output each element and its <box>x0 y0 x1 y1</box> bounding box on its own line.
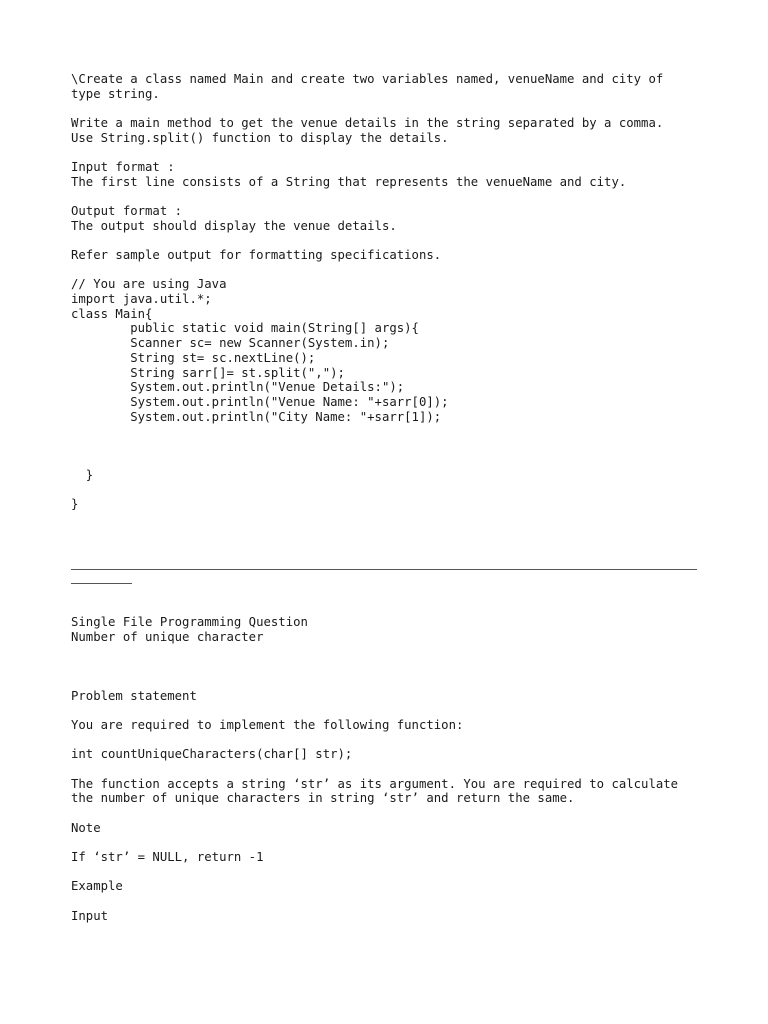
q2-question-title: Number of unique character <box>71 630 264 644</box>
code-line: System.out.println("Venue Details:"); <box>71 380 405 394</box>
q1-output-format-text: The output should display the venue details. <box>71 219 397 233</box>
q1-intro-line-1: \Create a class named Main and create two variables named, venueName and city of <box>71 72 664 86</box>
q1-output-format-heading: Output format : <box>71 204 183 218</box>
q2-note-text: If ‘str’ = NULL, return -1 <box>71 850 264 864</box>
q2-question-type: Single File Programming Question <box>71 615 308 629</box>
q1-input-format-text: The first line consists of a String that represents the venueName and city. <box>71 175 627 189</box>
q2-description-line-2: the number of unique characters in string ‘str’ and return the same. <box>71 791 575 805</box>
q2-input-heading: Input <box>71 909 109 923</box>
q2-problem-heading: Problem statement <box>71 689 197 703</box>
code-line: public static void main(String[] args){ <box>71 321 419 335</box>
q1-task-line-1: Write a main method to get the venue details in the string separated by a comma. <box>71 116 664 130</box>
code-line: // You are using Java <box>71 277 227 291</box>
code-closing-brace: } <box>71 468 94 482</box>
code-line: class Main{ <box>71 307 153 321</box>
code-line: String sarr[]= st.split(","); <box>71 366 345 380</box>
code-line: System.out.println("Venue Name: "+sarr[0]); <box>71 395 449 409</box>
q1-task-line-2: Use String.split() function to display the details. <box>71 131 449 145</box>
section-divider <box>71 569 697 570</box>
q2-function-signature: int countUniqueCharacters(char[] str); <box>71 747 353 761</box>
q2-implement-text: You are required to implement the following function: <box>71 718 464 732</box>
section-divider-tail <box>71 583 132 584</box>
q2-example-heading: Example <box>71 879 123 893</box>
q2-note-heading: Note <box>71 821 101 835</box>
q2-description-line-1: The function accepts a string ‘str’ as its argument. You are required to calculate <box>71 777 679 791</box>
code-line: System.out.println("City Name: "+sarr[1]); <box>71 410 442 424</box>
code-line: Scanner sc= new Scanner(System.in); <box>71 336 390 350</box>
q1-input-format-heading: Input format : <box>71 160 175 174</box>
q1-refer-sample: Refer sample output for formatting specifications. <box>71 248 442 262</box>
code-line: import java.util.*; <box>71 292 212 306</box>
code-line: String st= sc.nextLine(); <box>71 351 316 365</box>
q1-intro-line-2: type string. <box>71 87 160 101</box>
code-closing-brace: } <box>71 497 79 511</box>
